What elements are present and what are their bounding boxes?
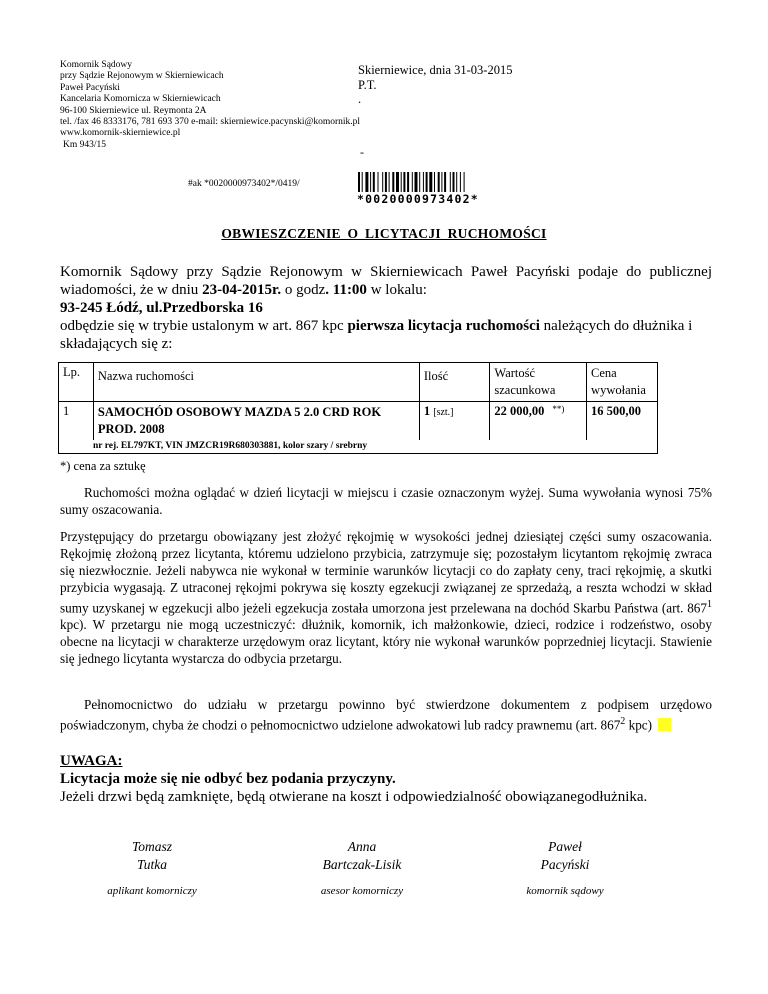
intro-text: należących do dłużnika i (539, 318, 693, 334)
price-note: *) cena za sztukę (60, 459, 146, 473)
table-header-row (59, 363, 658, 402)
signature-role: asesor komorniczy (320, 885, 404, 897)
signature-last-name: Pacyński (540, 857, 590, 872)
auction-time: . 11:00 (325, 282, 367, 298)
warning-heading: UWAGA: (60, 753, 123, 769)
intro-paragraph (60, 263, 712, 353)
barcode-bars (358, 172, 496, 192)
signature-role: komornik sądowy (526, 885, 604, 897)
intro-line (60, 281, 712, 299)
signature-role: aplikant komorniczy (107, 885, 197, 897)
intro-text: odbędzie się w trybie ustalonym w art. 867 kpc (60, 318, 348, 334)
row-qty-unit: [szt.] (433, 407, 454, 418)
auction-type: pierwsza licytacja ruchomości (347, 318, 540, 334)
deposit-text: kpc). W przetargu nie mogą uczestniczyć: dłużnik, komornik, ich małżonkowie, dzieci, rodzice i rodzeństwo, osoby obecne na licytacji w charakterze urzędowym oraz licytant, który nie wykonał warunków poprzedniej licytacji. Stawienie się jednego licytanta wystarcza do odbycia przetargu. (60, 617, 712, 667)
row-name: SAMOCHÓD OSOBOWY MAZDA 5 2.0 CRD ROK PROD. 2008 (93, 402, 419, 441)
intro-text: wiadomości, że w dniu (60, 282, 203, 298)
row-price: 16 500,00 (587, 402, 658, 441)
row-value (490, 402, 587, 441)
header-value: Wartość szacunkowa (490, 363, 587, 402)
place-date-block (358, 63, 512, 107)
superscript: 2 (620, 716, 626, 727)
office-line: Kancelaria Komornicza w Skierniewicach (60, 94, 221, 105)
signature-block (500, 838, 630, 900)
office-line: przy Sądzie Rejonowym w Skierniewicach (60, 71, 224, 82)
table-row (59, 402, 658, 441)
proxy-text: kpc) (625, 717, 653, 733)
auction-address (60, 299, 712, 317)
signature-first-name: Anna (347, 839, 377, 854)
document-title: OBWIESZCZENIE O LICYTACJI RUCHOMOŚCI (221, 226, 547, 241)
signature-first-name: Tomasz (131, 839, 173, 854)
case-number: Km 943/15 (63, 139, 107, 150)
row-lp: 1 (59, 402, 94, 441)
intro-text: o godz (281, 282, 326, 298)
warning-line: Licytacja może się nie odbyć bez podania przyczyny. (60, 771, 396, 787)
signature-block (92, 838, 212, 900)
office-line: tel. /fax 46 8333176, 781 693 370 e-mail: skierniewice.pacynski@komornik.pl (60, 117, 361, 128)
signature-last-name: Bartczak-Lisik (322, 857, 402, 872)
office-line: Komornik Sądowy (60, 60, 133, 70)
office-line: www.komornik-skierniewice.pl (60, 128, 181, 139)
proxy-paragraph (60, 696, 712, 733)
row-value-amount: 22 000,00 (494, 404, 545, 418)
office-line: Paweł Pacyński (60, 82, 120, 93)
barcode-text: *0020000973402* (357, 192, 479, 206)
deposit-paragraph (60, 528, 712, 667)
proxy-text: Pełnomocnictwo do udziału w przetargu powinno być stwierdzone dokumentem z podpisem urzędowo poświadczonym, chyba że chodzi o pełnomocnictwo udzielone adwokatowi lub radcy prawnemu (art. 867 (60, 697, 712, 733)
header-lp: Lp. (59, 363, 94, 402)
highlight-mark (658, 718, 671, 731)
deposit-text: Przystępujący do przetargu obowiązany jest złożyć rękojmię w wysokości jednej dziesiątej części sumy oszacowania. Rękojmię złożoną przez licytanta, któremu udzielono przybicia, zatrzymuje się; pozostałym licytantom rękojmię zwraca się niezwłocznie. Jeżeli nabywca nie wykonał w terminie warunków licytacji co do zapłaty ceny, traci rękojmię, a skutki przybicia wygasają. Z utraconej rękojmi pokrywa się koszty egzekucji związanej ze sprzedażą, a reszta wchodzi w skład sumy uzyskanej w egzekucji albo jeżeli egzekucja została umorzona jest przelewana na dochód Skarbu Państwa (art. 867 (60, 529, 712, 616)
row-qty-value: 1 (423, 404, 431, 418)
signature-block (292, 838, 432, 900)
document-reference: #ak *0020000973402*/0419/ (188, 179, 300, 189)
intro-line (60, 317, 712, 335)
superscript: 1 (707, 599, 712, 610)
header-price: Cena wywołania (587, 363, 658, 402)
viewing-paragraph: Ruchomości można oglądać w dzień licytacji w miejscu i czasie oznaczonym wyżej. Suma wywołania wynosi 75% sumy oszacowania. (60, 485, 712, 517)
signature-last-name: Tutka (136, 857, 167, 872)
separator-dash: - (360, 145, 364, 159)
auction-address-text: 93-245 Łódź, ul.Przedborska 16 (60, 300, 263, 316)
row-qty (419, 402, 490, 441)
signature-first-name: Paweł (548, 839, 582, 854)
intro-text: w lokalu: (366, 282, 427, 298)
header-name: Nazwa ruchomości (93, 363, 419, 402)
auction-date: 23-04-2015r. (202, 282, 282, 298)
row-details: nr rej. EL797KT, VIN JMZCR19R680303881, kolor szary / srebrny (59, 440, 658, 454)
warning-line: Jeżeli drzwi będą zamknięte, będą otwierane na koszt i odpowiedzialność obowiązanegodłużnika. (60, 789, 648, 805)
intro-line: Komornik Sądowy przy Sądzie Rejonowym w Skierniewicach Paweł Pacyński podaje do publicznej (60, 264, 712, 280)
items-table (58, 362, 658, 454)
intro-line: składających się z: (60, 336, 173, 352)
place-date: Skierniewice, dnia 31-03-2015 (358, 63, 513, 77)
table-details-row (59, 440, 658, 454)
row-value-mark: **) (552, 404, 565, 414)
warning-block (60, 752, 647, 806)
office-line: 96-100 Skierniewice ul. Reymonta 2A (60, 105, 207, 116)
office-header (60, 60, 360, 151)
header-qty: Ilość (419, 363, 490, 402)
recipient-pt: P.T. (358, 77, 377, 92)
recipient-dot: . (358, 92, 362, 106)
